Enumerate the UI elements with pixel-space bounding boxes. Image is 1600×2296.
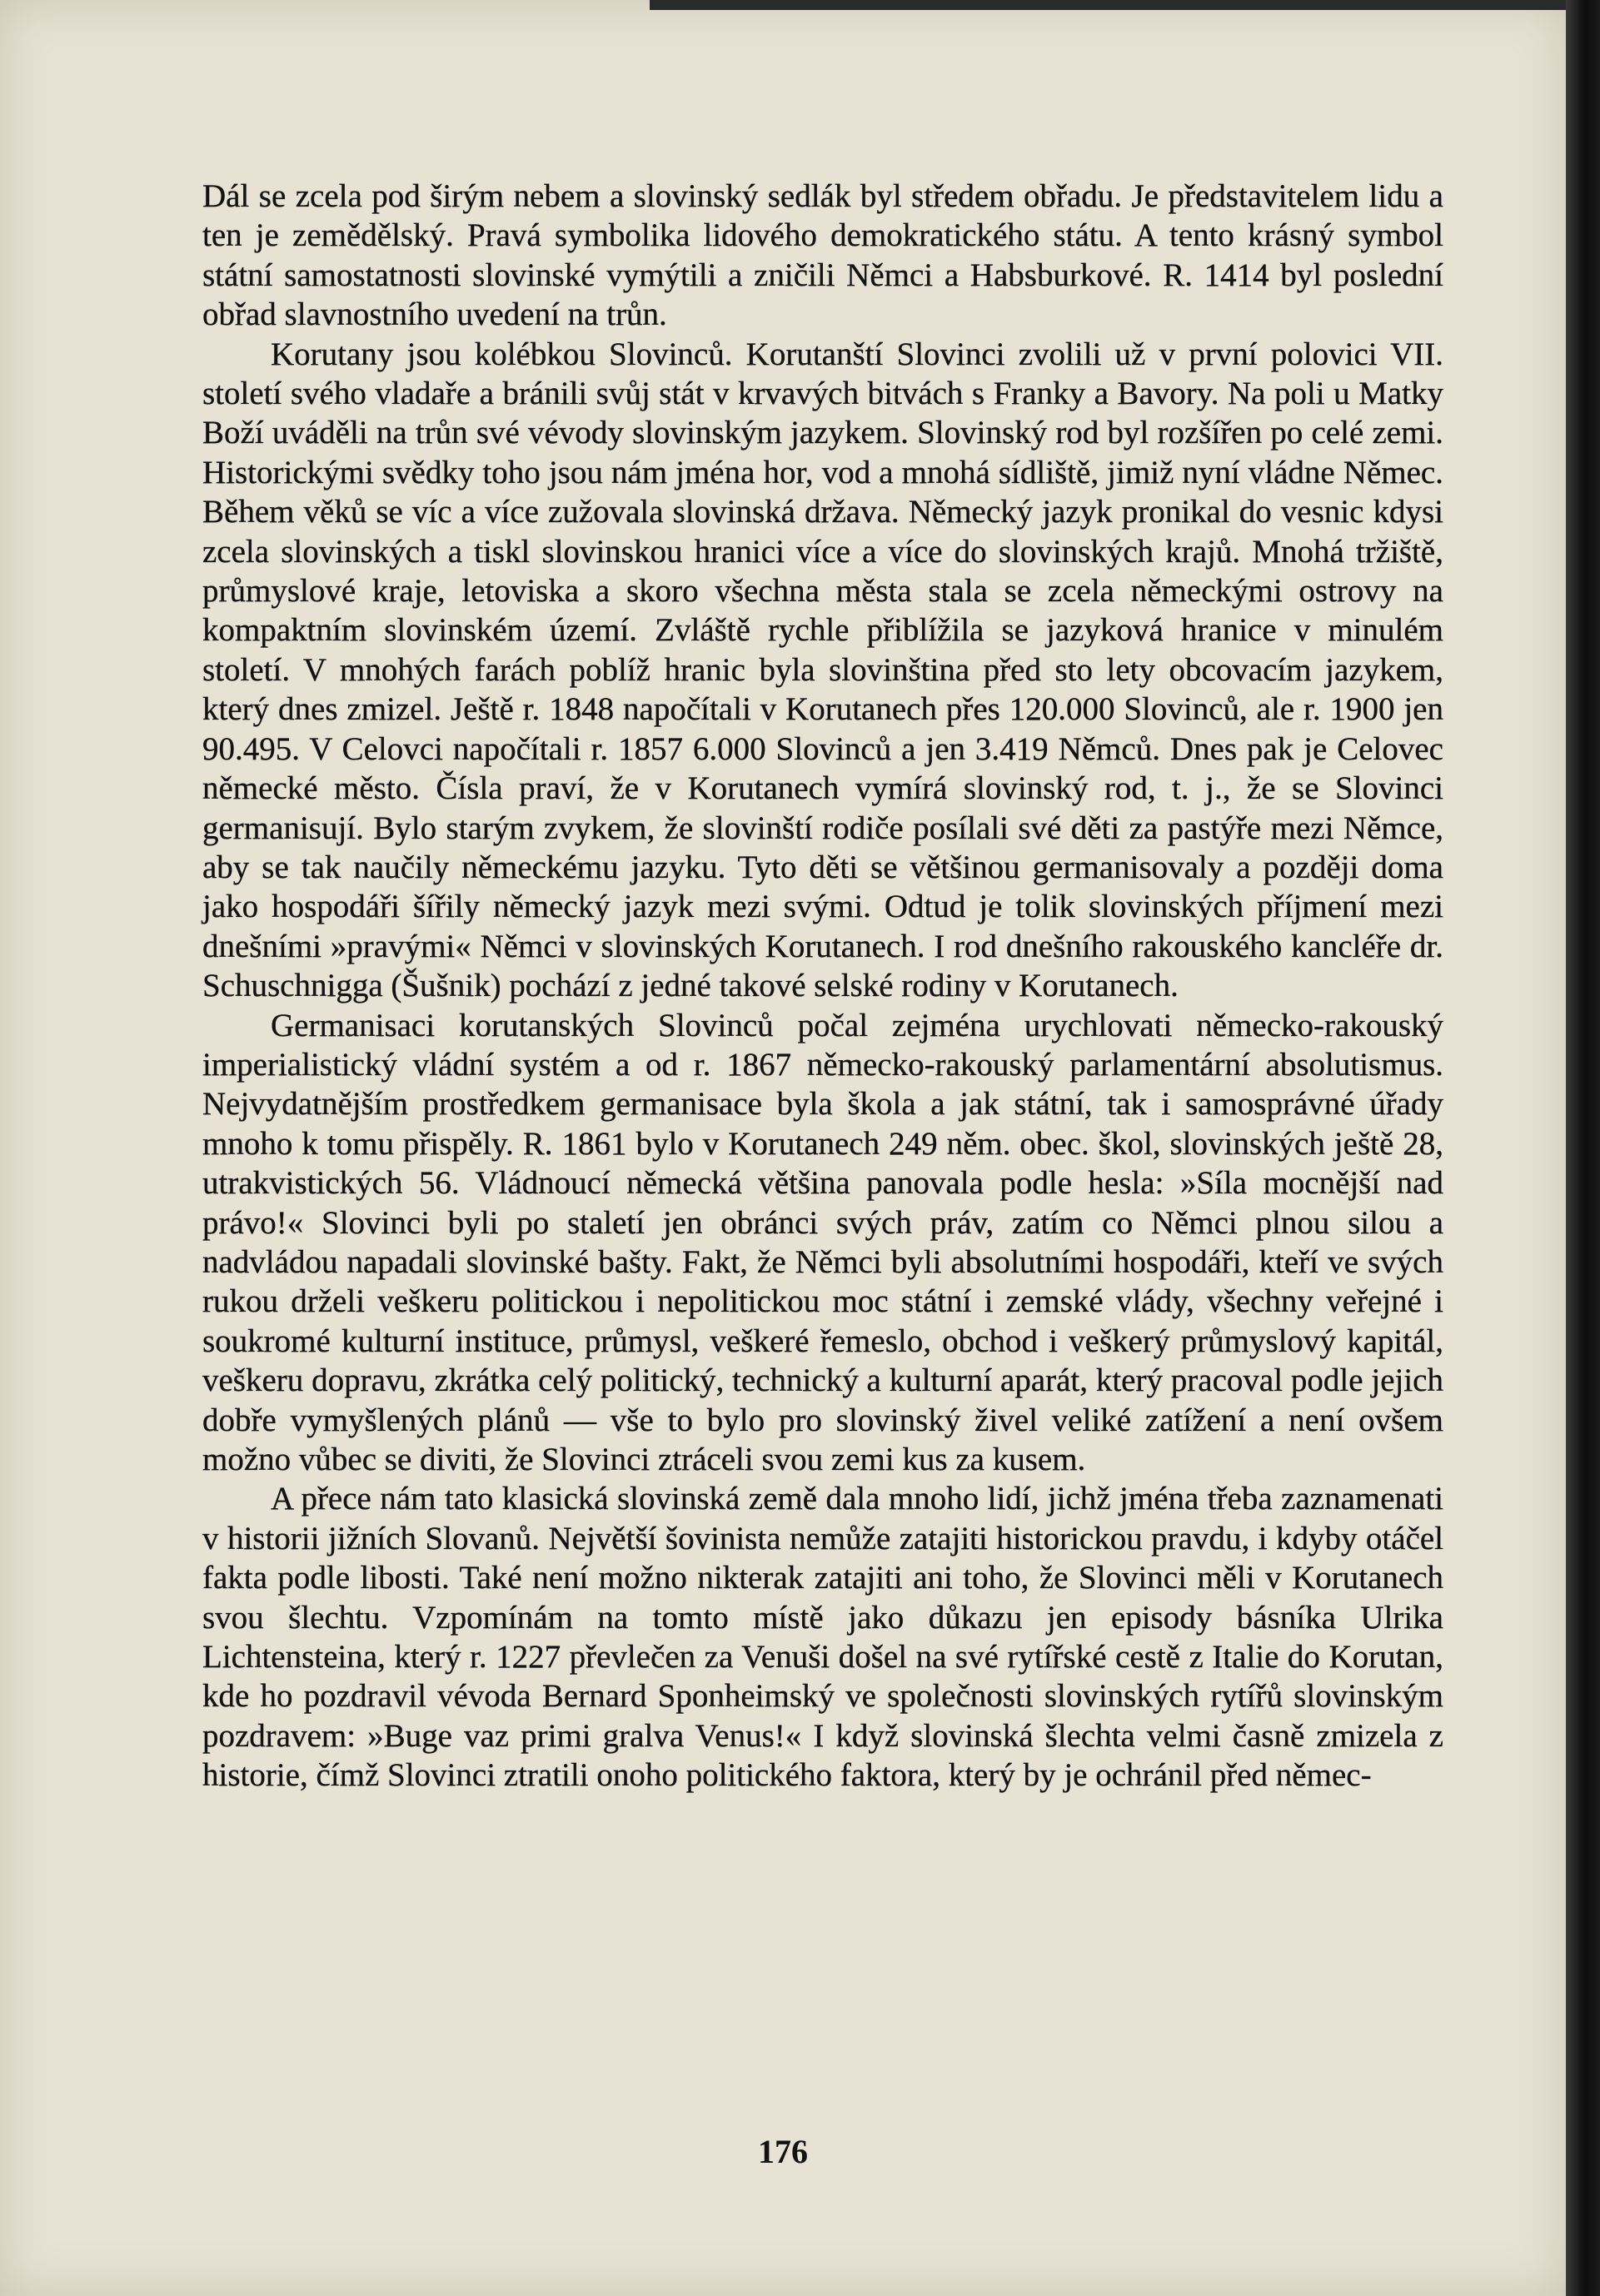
paragraph-2: Korutany jsou kolébkou Slovinců. Korutanští Slovinci zvolili už v první polovici VII. století svého vladaře a bránili svůj stát v krvavých bitvách s Franky a Bavory. Na poli u Matky Boží uváděli na trůn své vévody slovinským jazykem. Slovinský rod byl rozšířen po celé zemi. Historickými svědky toho jsou nám jména hor, vod a mnohá sídliště, jimiž nyní vládne Němec. Během věků se víc a více zužovala slovinská državа. Německý jazyk pronikal do vesnic kdysi zcela slovinských a tiskl slovinskou hranici více a více do slovinských krajů. Mnohá tržiště, průmyslové kraje, letoviska a skoro všechna města stala se zcela německými ostrovy na kompaktním slovinském území. Zvláště rychle přiblížila se jazyková hranice v minulém století. V mnohých farách poblíž hranic byla slovinština před sto lety obcovacím jazykem, který dnes zmizel. Ještě r. 1848 napočítali v Korutanech přes 120.000 Slovinců, ale r. 1900 jen 90.495. V Celovci napočítali r. 1857 6.000 Slovinců a jen 3.419 Němců. Dnes pak je Celovec německé město. Čísla praví, že v Korutanech vymírá slovinský rod, t. j., že se Slovinci germanisují. Bylo starým zvykem, že slovinští rodiče posílali své děti za pastýře mezi Němce, aby se tak naučily německému jazyku. Tyto děti se většinou germanisovaly a později doma jako hospodáři šířily německý jazyk mezi svými. Odtud je tolik slovinských příjmení mezi dnešními »pravými« Němci v slovinských Korutanech. I rod dnešního rakouského kancléře dr. Schuschnigga (Šušnik) pochází z jedné takové selské rodiny v Korutanech. — [202, 336, 1443, 1004]
paragraph-1: Dál se zcela pod širým nebem a slovinský sedlák byl středem obřadu. Je představitelem lidu a ten je zemědělský. Pravá symbolika lidového demokratického státu. A tento krásný symbol státní samostatnosti slovinské vymýtili a zničili Němci a Habsburkové. R. 1414 byl poslední obřad slavnostního uvedení na trůn. — [202, 178, 1443, 333]
paragraph-3: Germanisaci korutanských Slovinců počal zejména urychlovati německo-rakouský imperialistický vládní systém a od r. 1867 německo-rakouský parlamentární absolutismus. Nejvydatnějším prostředkem germanisace byla škola a jak státní, tak i samosprávné úřady mnoho k tomu přispěly. R. 1861 bylo v Korutanech 249 něm. obec. škol, slovinských ještě 28, utrakvistických 56. Vládnoucí německá většina panovala podle hesla: »Síla mocnější nad právo!« Slovinci byli po staletí jen obránci svých práv, zatím co Němci plnou silou a nadvládou napadali slovinské bašty. Fakt, že Němci byli absolutními hospodáři, kteří ve svých rukou drželi veškeru politickou i nepolitickou moc státní i zemské vlády, všechny veřejné i soukromé kulturní instituce, průmysl, veškeré řemeslo, obchod i veškerý průmyslový kapitál, veškeru dopravu, zkrátka celý politický, technický a kulturní aparát, který pracoval podle jejich dobře vymyšlených plánů — vše to bylo pro slovinský živel veliké zatížení a není ovšem možno vůbec se diviti, že Slovinci ztráceli svou zemi kus za kusem. — [202, 1007, 1443, 1477]
book-spine-edge — [1566, 0, 1600, 2296]
page-number: 176 — [758, 2133, 808, 2170]
body-text — [202, 177, 1443, 1795]
paragraph-4: A přece nám tato klasická slovinská země dala mnoho lidí, jichž jména třeba zaznamenati v historii jižních Slovanů. Největší šovinista nemůže zatajiti historickou pravdu, i kdyby otáčel fakta podle libosti. Také není možno nikterak zatajiti ani toho, že Slovinci měli v Korutanech svou šlechtu. Vzpomínám na tomto místě jako důkazu jen episody básníka Ulrika Lichtensteina, který r. 1227 převlečen za Venuši došel na své rytířské cestě z Italie do Korutan, kde ho pozdravil vévoda Bernard Sponheimský ve společnosti slovinských rytířů slovinským pozdravem: »Buge vaz primi gralva Venus!« I když slovinská šlechta velmi časně zmizela z historie, čímž Slovinci ztratili onoho politického faktora, který by je ochránil před němec- — [202, 1481, 1443, 1794]
top-edge-rule — [650, 0, 1566, 10]
